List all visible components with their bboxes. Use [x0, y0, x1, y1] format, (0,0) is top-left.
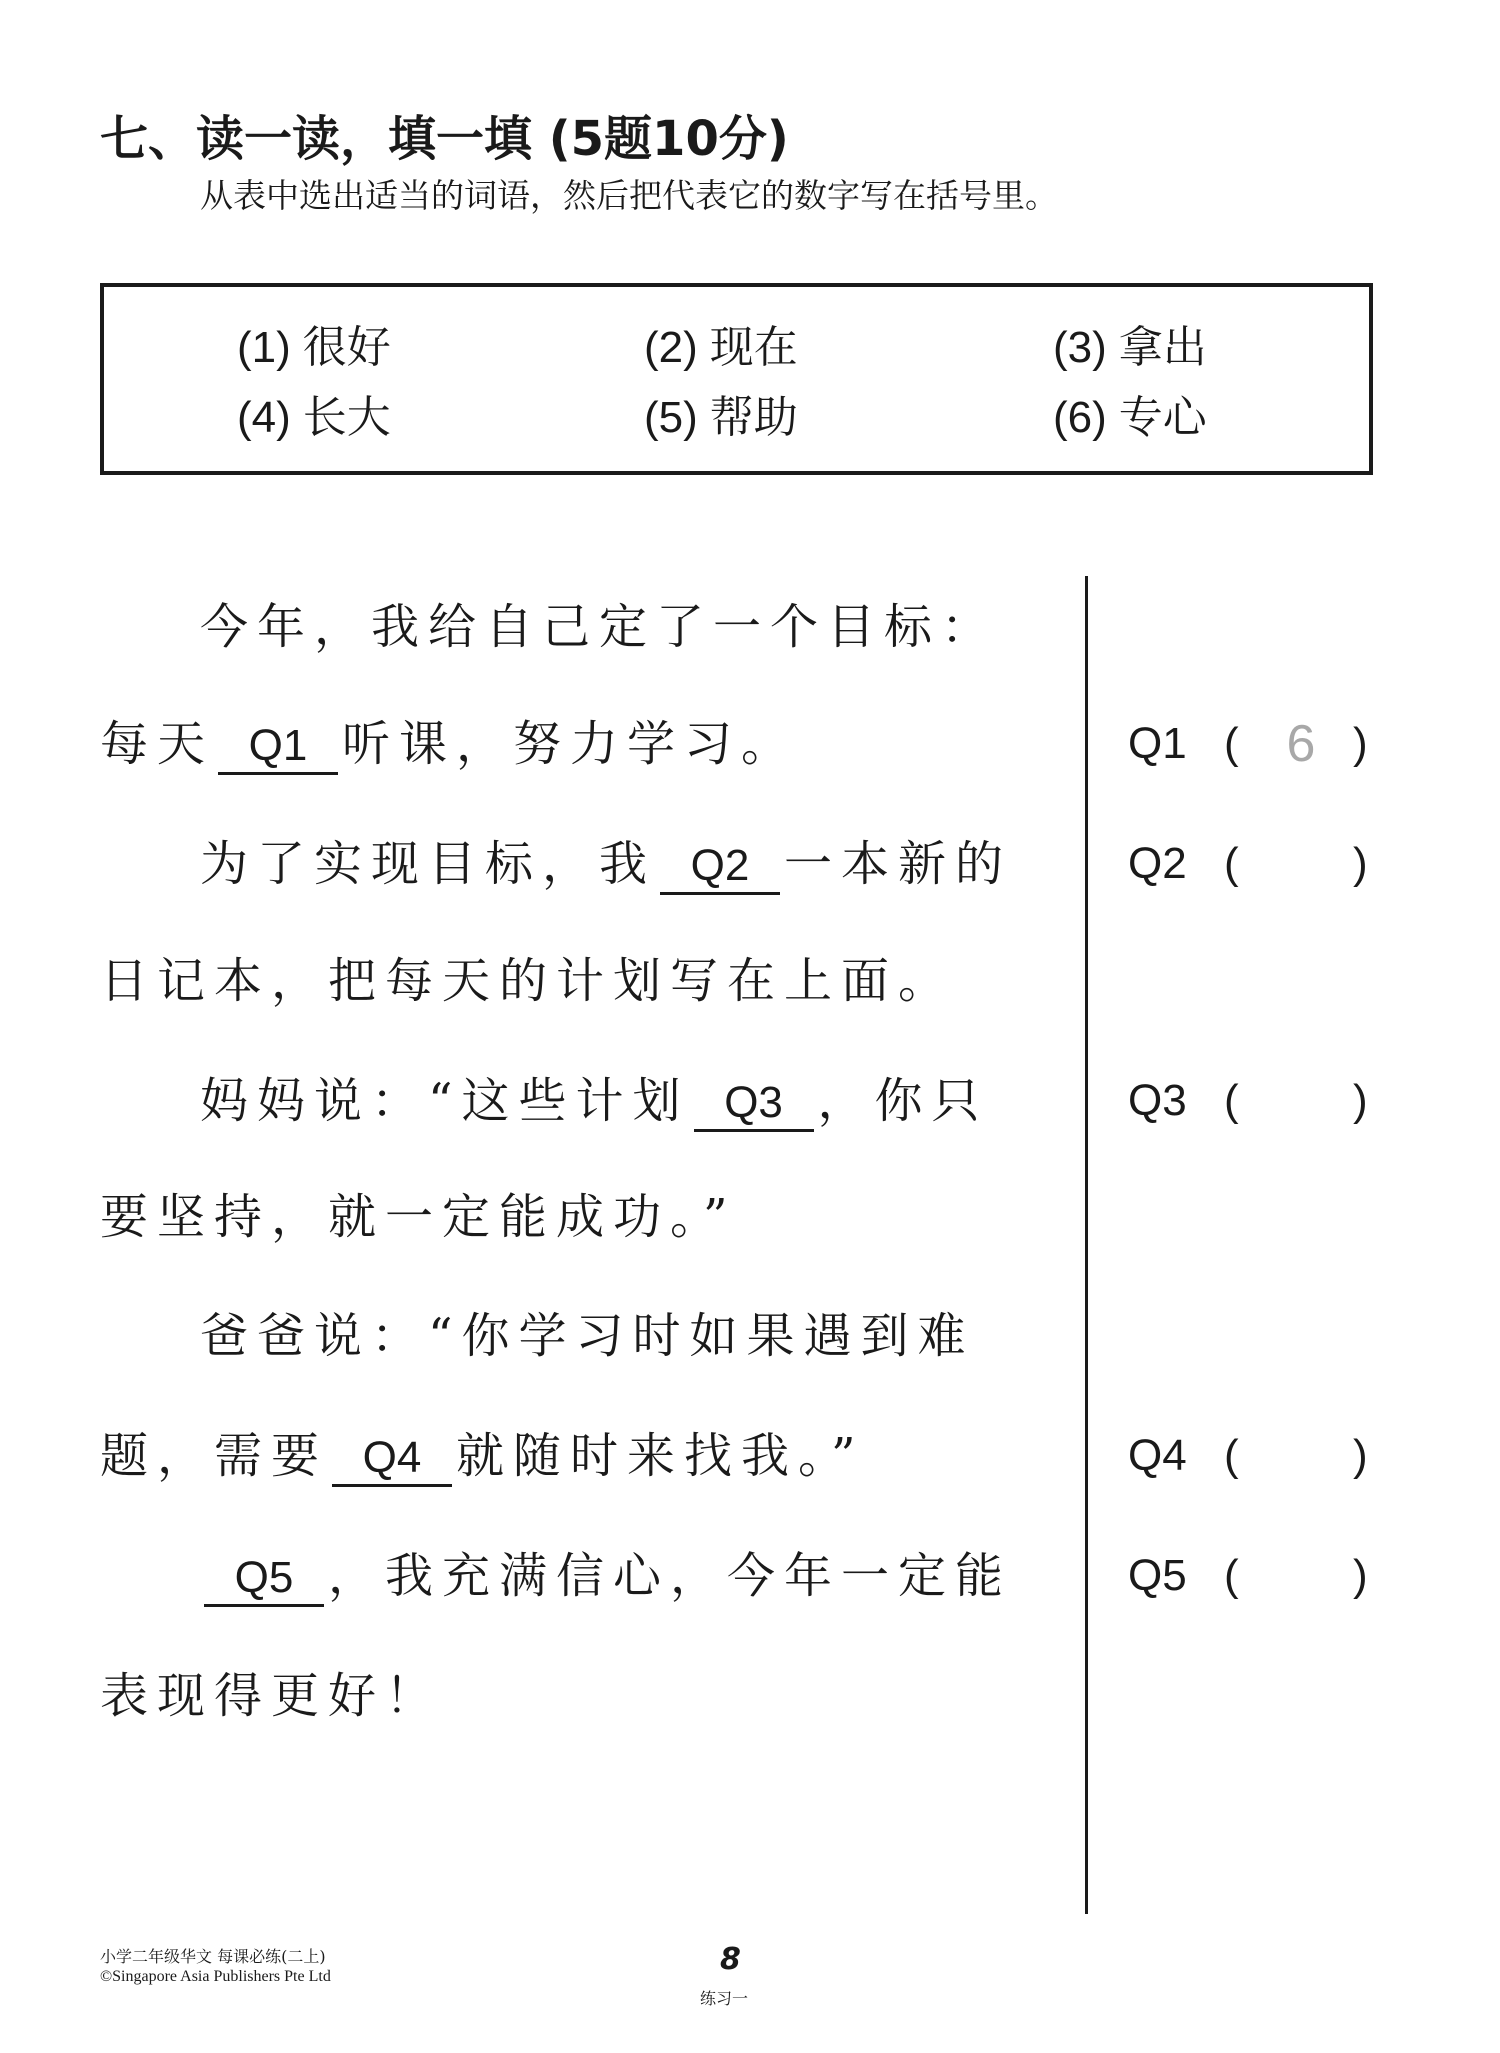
option-word: 现在: [709, 322, 798, 373]
passage-line: [100, 1666, 442, 1726]
fill-blank: Q3: [694, 1077, 814, 1132]
option-number: (5): [644, 393, 698, 442]
option-number: (3): [1053, 323, 1107, 372]
word-option: [1053, 381, 1207, 445]
passage-text: ，你只: [817, 1073, 989, 1129]
open-paren: (: [1224, 839, 1239, 888]
option-word: 帮助: [709, 392, 798, 443]
close-paren: ): [1353, 839, 1368, 888]
option-number: (6): [1053, 393, 1107, 442]
fill-blank: Q5: [204, 1552, 324, 1607]
answer-value[interactable]: 6: [1286, 715, 1316, 773]
passage-line: [200, 834, 1012, 894]
passage-line: [200, 1306, 975, 1366]
passage-text: 为了实现目标，我: [200, 836, 657, 892]
passage-text: 妈妈说：“这些计划: [200, 1073, 690, 1129]
close-paren: ): [1353, 1431, 1368, 1480]
close-paren: ): [1353, 1076, 1368, 1125]
answer-slot-q1[interactable]: [1128, 714, 1368, 774]
word-option: [237, 311, 391, 375]
word-option: [644, 381, 798, 445]
question-label: Q4: [1128, 1431, 1187, 1480]
option-word: 拿出: [1118, 322, 1207, 373]
instruction-text: 从表中选出适当的词语，然后把代表它的数字写在括号里。: [200, 176, 1058, 215]
option-word: 长大: [302, 392, 391, 443]
passage-text: 要坚持，就一定能成功。”: [100, 1189, 737, 1245]
column-divider: [1085, 576, 1088, 1914]
open-paren: (: [1224, 1431, 1239, 1480]
option-word: 专心: [1118, 392, 1207, 443]
passage-text: 就随时来找我。”: [456, 1428, 865, 1484]
word-option: [237, 381, 391, 445]
passage-line: [200, 1546, 1012, 1606]
word-option: [644, 311, 798, 375]
passage-text: ，我充满信心，今年一定能: [328, 1548, 1013, 1604]
word-option: [1053, 311, 1207, 375]
question-label: Q2: [1128, 839, 1187, 888]
open-paren: (: [1224, 1551, 1239, 1600]
question-label: Q1: [1128, 719, 1187, 768]
open-paren: (: [1224, 719, 1239, 768]
passage-line: [100, 714, 798, 774]
passage-text: 表现得更好！: [100, 1668, 443, 1724]
option-number: (4): [237, 393, 291, 442]
passage-text: 日记本，把每天的计划写在上面。: [100, 953, 956, 1009]
passage-line: [100, 951, 955, 1011]
section-title: 七、读一读，填一填 (5题10分): [100, 111, 789, 167]
question-label: Q5: [1128, 1551, 1187, 1600]
answer-slot-q2[interactable]: [1128, 834, 1368, 894]
passage-text: 题，需要: [100, 1428, 329, 1484]
option-word: 很好: [302, 322, 391, 373]
option-number: (1): [237, 323, 291, 372]
answer-slot-q3[interactable]: [1128, 1071, 1368, 1131]
passage-text: 一本新的: [784, 836, 1013, 892]
page-number: 8: [720, 1942, 741, 1977]
passage-line: [100, 1187, 737, 1247]
passage-text: 今年，我给自己定了一个目标：: [200, 599, 999, 655]
passage-text: 爸爸说：“你学习时如果遇到难: [200, 1308, 975, 1364]
passage-line: [200, 597, 998, 657]
option-number: (2): [644, 323, 698, 372]
passage-line: [200, 1071, 989, 1131]
close-paren: ): [1353, 1551, 1368, 1600]
fill-blank: Q2: [660, 840, 780, 895]
footer-book-title: 小学二年级华文 每课必练(二上): [100, 1947, 326, 1966]
close-paren: ): [1353, 719, 1368, 768]
passage-text: 听课，努力学习。: [342, 716, 799, 772]
footer-copyright: ©Singapore Asia Publishers Pte Ltd: [100, 1968, 331, 1985]
section-label: 练习一: [700, 1989, 749, 2008]
fill-blank: Q4: [332, 1432, 452, 1487]
fill-blank: Q1: [218, 720, 338, 775]
passage-text: 每天: [100, 716, 215, 772]
word-bank-box: [100, 283, 1373, 475]
question-label: Q3: [1128, 1076, 1187, 1125]
passage-line: [100, 1426, 865, 1486]
answer-slot-q4[interactable]: [1128, 1426, 1368, 1486]
answer-slot-q5[interactable]: [1128, 1546, 1368, 1606]
open-paren: (: [1224, 1076, 1239, 1125]
